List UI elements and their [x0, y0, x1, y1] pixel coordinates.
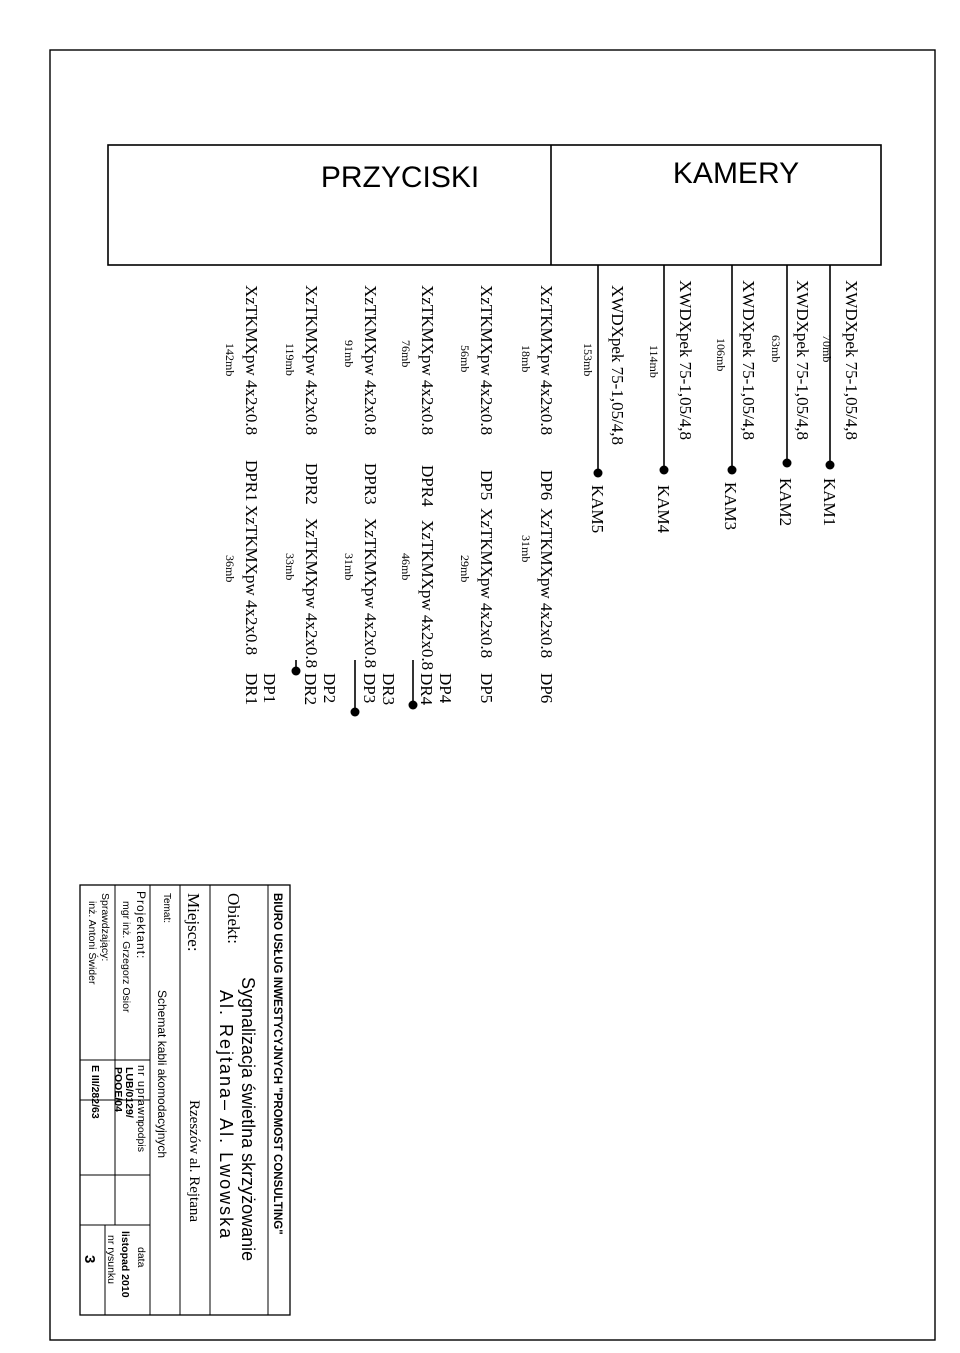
- button-cable-length-2: 31mb: [342, 553, 356, 581]
- camera-cable-length: 106mb: [714, 338, 728, 372]
- camera-lines: [581, 265, 861, 534]
- button-junction-label: DPR4: [418, 465, 437, 507]
- wire-terminal-dot: [826, 461, 835, 470]
- camera-cable-length: 63mb: [769, 335, 783, 363]
- button-cable-type: XzTKMXpw 4x2x0.8: [361, 285, 380, 436]
- signature-label: podpis: [135, 1121, 147, 1152]
- title-block: [80, 885, 290, 1315]
- camera-label: KAM2: [776, 478, 795, 527]
- camera-label: KAM3: [721, 482, 740, 531]
- button-end-label: DP5: [477, 673, 496, 704]
- button-end-label: DP2: [320, 673, 339, 704]
- button-cable-length: 142mb: [223, 343, 237, 377]
- button-cable-type-2: XzTKMXpw 4x2x0.8: [477, 508, 496, 659]
- camera-cable-type: XWDXpek 75-1,05/4,8: [676, 280, 695, 441]
- wire-terminal-dot: [728, 466, 737, 475]
- button-cable-length-2: 33mb: [283, 553, 297, 581]
- topic-value: Schemat kabli akomodacyjnych: [155, 990, 169, 1159]
- button-cable-type: XzTKMXpw 4x2x0.8: [242, 285, 261, 436]
- button-end-label-2: DR2: [301, 673, 320, 706]
- place-label: Miejsce:: [184, 893, 203, 952]
- camera-label: KAM4: [654, 485, 673, 534]
- wire-terminal-dot: [409, 701, 418, 710]
- wire-terminal-dot: [783, 459, 792, 468]
- designer-label: Projektant:: [134, 891, 148, 960]
- checker-name: inż. Antoni Świder: [86, 901, 98, 985]
- button-cable-length-2: 31mb: [519, 535, 533, 563]
- button-cable-type: XzTKMXpw 4x2x0.8: [477, 285, 496, 436]
- camera-cable-type: XWDXpek 75-1,05/4,8: [608, 285, 627, 446]
- button-cable-type-2: XzTKMXpw 4x2x0.8: [537, 508, 556, 659]
- button-cable-length-2: 36mb: [223, 555, 237, 583]
- camera-cable-type: XWDXpek 75-1,05/4,8: [842, 280, 861, 441]
- topic-label: Temat:: [161, 893, 172, 924]
- button-cable-type: XzTKMXpw 4x2x0.8: [537, 285, 556, 436]
- wire-terminal-dot: [594, 469, 603, 478]
- button-cable-length: 56mb: [458, 345, 472, 373]
- button-junction-label: DPR1: [242, 460, 261, 502]
- button-cable-length: 76mb: [399, 340, 413, 368]
- button-junction-label: DP6: [537, 470, 556, 501]
- camera-cable-type: XWDXpek 75-1,05/4,8: [793, 280, 812, 441]
- wire-terminal-dot: [351, 708, 360, 717]
- button-cable-type-2: XzTKMXpw 4x2x0.8: [418, 520, 437, 671]
- permission-label: nr uprawn.: [135, 1065, 147, 1127]
- object-label: Obiekt:: [224, 893, 243, 944]
- button-lines: [223, 285, 556, 717]
- object-line-1: Sygnalizacja świetlna skrzyżowanie: [238, 977, 258, 1262]
- drawing-number-value: 3: [81, 1255, 98, 1264]
- button-end-label-2: DR1: [242, 673, 261, 706]
- button-end-label: DP1: [260, 673, 279, 704]
- place-value: Rzeszów al. Rejtana: [186, 1100, 202, 1223]
- button-cable-type: XzTKMXpw 4x2x0.8: [302, 285, 321, 436]
- office-name: BIURO USŁUG INWESTYCYJNYCH "PROMOST CONSULTING": [271, 893, 283, 1235]
- camera-cable-length: 114mb: [647, 345, 661, 378]
- wire-terminal-dot: [292, 667, 301, 676]
- button-cable-length: 18mb: [519, 345, 533, 373]
- button-cable-type-2: XzTKMXpw 4x2x0.8: [302, 518, 321, 669]
- camera-label: KAM5: [588, 485, 607, 534]
- button-end-label-2: DR4: [417, 673, 436, 706]
- wire-terminal-dot: [660, 466, 669, 475]
- drawing-number-label: nr rysunku: [105, 1235, 117, 1285]
- button-cable-length-2: 29mb: [458, 555, 472, 583]
- checker-label: Sprawdzający:: [99, 893, 111, 962]
- button-cable-length-2: 46mb: [399, 553, 413, 581]
- camera-cable-type: XWDXpek 75-1,05/4,8: [739, 280, 758, 441]
- header-cameras-label: KAMERY: [672, 157, 800, 190]
- button-junction-label: DPR2: [302, 463, 321, 505]
- date-value: listopad 2010: [119, 1231, 131, 1298]
- button-junction-label: DPR3: [361, 463, 380, 505]
- permission-number-2: POOE/04: [112, 1067, 124, 1112]
- button-cable-length: 91mb: [342, 340, 356, 368]
- button-end-label-2: DP3: [360, 673, 379, 704]
- designer-name: mgr inż. Grzegorz Osior: [120, 901, 132, 1013]
- button-end-label: DR3: [379, 673, 398, 706]
- permission-number-3: E III/282/63: [89, 1065, 101, 1119]
- header-buttons-label: PRZYCISKI: [320, 161, 480, 194]
- camera-cable-length: 70mb: [820, 335, 834, 363]
- object-line-2: Al. Rejtana– Al. Lwowska: [216, 990, 236, 1241]
- date-label: data: [135, 1247, 147, 1268]
- camera-label: KAM1: [820, 478, 839, 527]
- button-cable-type: XzTKMXpw 4x2x0.8: [418, 285, 437, 436]
- button-cable-type-2: XzTKMXpw 4x2x0.8: [361, 518, 380, 669]
- button-cable-type-2: XzTKMXpw 4x2x0.8: [242, 505, 261, 656]
- button-end-label: DP4: [436, 673, 455, 704]
- header-box: [108, 145, 881, 265]
- button-junction-label: DP5: [477, 470, 496, 501]
- camera-cable-length: 153mb: [581, 343, 595, 377]
- button-cable-length: 119mb: [283, 343, 297, 376]
- permission-number-1: LUB/0129/: [123, 1067, 135, 1118]
- button-end-label: DP6: [537, 673, 556, 704]
